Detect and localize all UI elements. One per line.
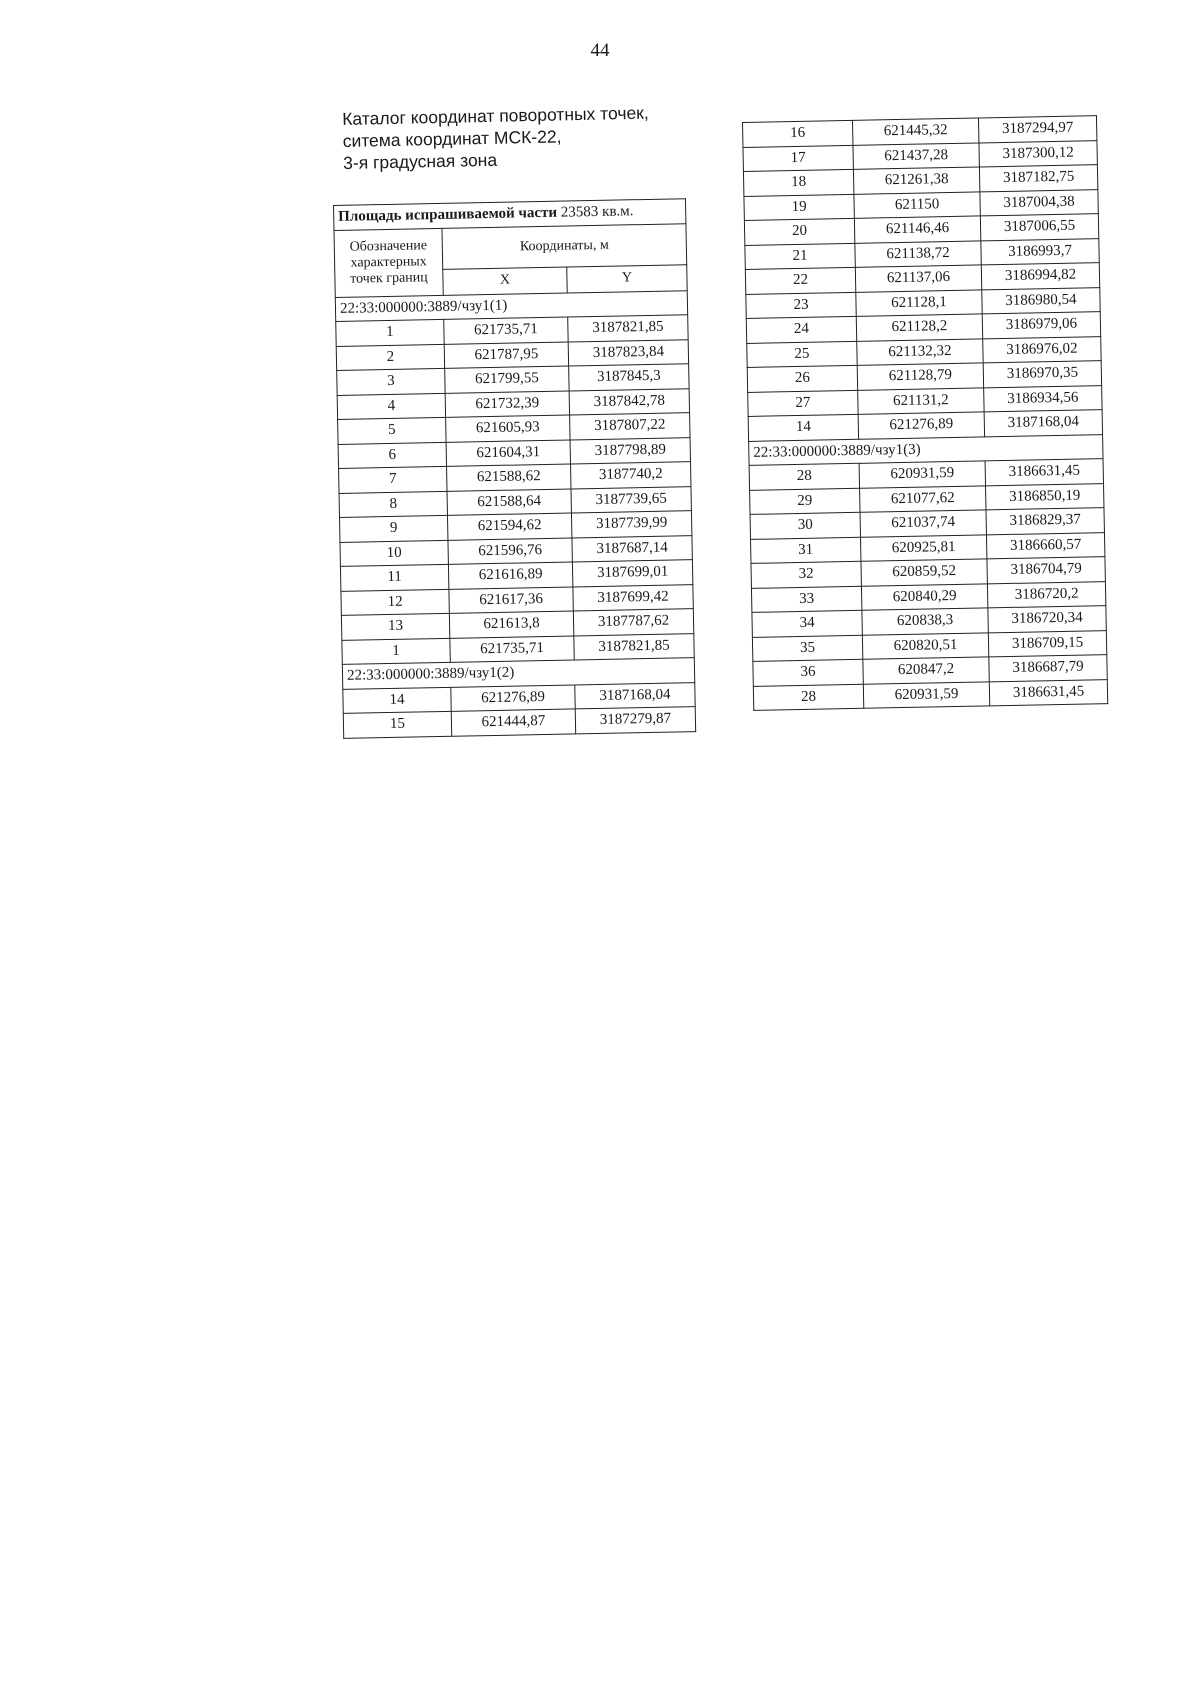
y-coordinate-cell: 3187845,3 xyxy=(569,364,689,391)
x-coordinate-cell: 621037,74 xyxy=(860,510,986,537)
y-coordinate-cell: 3187687,14 xyxy=(572,535,692,562)
x-coordinate-cell: 621596,76 xyxy=(448,537,572,564)
x-coordinate-cell: 621437,28 xyxy=(853,142,979,169)
y-coordinate-cell: 3186850,19 xyxy=(986,483,1104,510)
y-coordinate-cell: 3187168,04 xyxy=(575,682,695,709)
point-number-cell: 6 xyxy=(338,442,446,469)
point-number-cell: 22 xyxy=(745,267,855,294)
point-number-cell: 4 xyxy=(337,393,445,420)
y-coordinate-cell: 3187699,42 xyxy=(573,584,693,611)
x-coordinate-cell: 621132,32 xyxy=(857,338,983,365)
point-number-cell: 27 xyxy=(748,390,858,417)
x-coordinate-cell: 621594,62 xyxy=(447,513,571,540)
y-coordinate-cell: 3187294,97 xyxy=(978,116,1096,143)
header-row xyxy=(334,223,687,272)
y-coordinate-cell: 3187168,04 xyxy=(984,410,1102,437)
group-label: 22:33:000000:3889/чзу1(1) xyxy=(335,290,687,321)
y-coordinate-cell: 3186979,06 xyxy=(982,312,1100,339)
point-number-cell: 18 xyxy=(743,169,853,196)
x-coordinate-cell: 621131,2 xyxy=(858,387,984,414)
x-coordinate-cell: 621617,36 xyxy=(449,586,573,613)
point-number-cell: 9 xyxy=(339,515,447,542)
x-coordinate-cell: 620840,29 xyxy=(861,583,987,610)
point-number-cell: 21 xyxy=(745,243,855,270)
point-number-cell: 12 xyxy=(341,589,449,616)
x-coordinate-cell: 621128,2 xyxy=(856,314,982,341)
header-designation: Обозначение характерных точек границ xyxy=(334,228,443,297)
x-coordinate-cell: 620931,59 xyxy=(863,681,989,708)
y-coordinate-cell: 3186970,35 xyxy=(983,361,1101,388)
x-coordinate-cell: 621613,8 xyxy=(449,611,573,638)
y-coordinate-cell: 3186631,45 xyxy=(985,459,1103,486)
heading-line-1: Каталог координат поворотных точек, xyxy=(342,102,649,129)
y-coordinate-cell: 3186687,79 xyxy=(989,655,1107,682)
x-coordinate-cell: 621588,64 xyxy=(447,488,571,515)
y-coordinate-cell: 3187182,75 xyxy=(979,165,1097,192)
coordinates-table-right-body xyxy=(743,116,1108,711)
y-coordinate-cell: 3186976,02 xyxy=(983,336,1101,363)
y-coordinate-cell: 3187842,78 xyxy=(569,388,689,415)
point-number-cell: 10 xyxy=(340,540,448,567)
header-coordinates: Координаты, м xyxy=(442,223,687,270)
y-coordinate-cell: 3186631,45 xyxy=(989,679,1107,706)
point-number-cell: 1 xyxy=(336,319,444,346)
group-label: 22:33:000000:3889/чзу1(2) xyxy=(342,658,694,689)
point-number-cell: 35 xyxy=(752,635,862,662)
point-number-cell: 26 xyxy=(747,365,857,392)
point-number-cell: 11 xyxy=(340,564,448,591)
point-number-cell: 28 xyxy=(753,684,863,711)
y-coordinate-cell: 3186709,15 xyxy=(988,630,1106,657)
point-number-cell: 33 xyxy=(751,586,861,613)
y-coordinate-cell: 3187787,62 xyxy=(573,609,693,636)
point-number-cell: 34 xyxy=(752,610,862,637)
y-coordinate-cell: 3187823,84 xyxy=(568,339,688,366)
point-number-cell: 32 xyxy=(751,561,861,588)
y-coordinate-cell: 3187699,01 xyxy=(572,560,692,587)
point-number-cell: 23 xyxy=(746,292,856,319)
x-coordinate-cell: 621261,38 xyxy=(853,167,979,194)
x-coordinate-cell: 621616,89 xyxy=(448,562,572,589)
y-coordinate-cell: 3187821,85 xyxy=(574,633,694,660)
y-coordinate-cell: 3186934,56 xyxy=(984,385,1102,412)
x-coordinate-cell: 620859,52 xyxy=(861,559,987,586)
x-coordinate-cell: 621276,89 xyxy=(858,412,984,439)
point-number-cell: 19 xyxy=(744,194,854,221)
area-value: 23583 кв.м. xyxy=(556,203,634,221)
point-number-cell: 24 xyxy=(746,316,856,343)
x-coordinate-cell: 621128,79 xyxy=(857,363,983,390)
y-coordinate-cell: 3186704,79 xyxy=(987,557,1105,584)
y-coordinate-cell: 3186994,82 xyxy=(981,263,1099,290)
x-coordinate-cell: 621799,55 xyxy=(445,366,569,393)
x-coordinate-cell: 621604,31 xyxy=(446,439,570,466)
point-number-cell: 13 xyxy=(341,613,449,640)
x-coordinate-cell: 620847,2 xyxy=(863,657,989,684)
point-number-cell: 25 xyxy=(747,341,857,368)
x-coordinate-cell: 621445,32 xyxy=(852,118,978,145)
x-coordinate-cell: 620820,51 xyxy=(862,632,988,659)
y-coordinate-cell: 3187739,65 xyxy=(571,486,691,513)
point-number-cell: 5 xyxy=(338,417,446,444)
x-coordinate-cell: 621137,06 xyxy=(855,265,981,292)
area-label: Площадь испрашиваемой части xyxy=(338,204,558,226)
x-coordinate-cell: 621128,1 xyxy=(856,289,982,316)
x-coordinate-cell: 621138,72 xyxy=(855,240,981,267)
x-coordinate-cell: 621276,89 xyxy=(451,684,575,711)
catalog-heading xyxy=(342,100,703,174)
point-number-cell: 2 xyxy=(336,344,444,371)
y-coordinate-cell: 3187739,99 xyxy=(571,511,691,538)
point-number-cell: 20 xyxy=(744,218,854,245)
y-coordinate-cell: 3187006,55 xyxy=(980,214,1098,241)
point-number-cell: 14 xyxy=(343,687,451,714)
point-number-cell: 16 xyxy=(743,120,853,147)
page-number: 44 xyxy=(590,40,610,61)
y-coordinate-cell: 3187807,22 xyxy=(570,413,690,440)
y-coordinate-cell: 3186993,7 xyxy=(981,238,1099,265)
x-coordinate-cell: 621605,93 xyxy=(446,415,570,442)
x-coordinate-cell: 620925,81 xyxy=(860,534,986,561)
y-coordinate-cell: 3187740,2 xyxy=(571,462,691,489)
point-number-cell: 30 xyxy=(750,512,860,539)
y-coordinate-cell: 3186980,54 xyxy=(982,287,1100,314)
header-y: Y xyxy=(567,265,687,292)
x-coordinate-cell: 620838,3 xyxy=(862,608,988,635)
point-number-cell: 29 xyxy=(750,488,860,515)
y-coordinate-cell: 3186660,57 xyxy=(986,532,1104,559)
point-number-cell: 15 xyxy=(343,711,451,738)
x-coordinate-cell: 621732,39 xyxy=(445,391,569,418)
coordinates-table-right xyxy=(742,115,1108,711)
point-number-cell: 14 xyxy=(748,414,858,441)
x-coordinate-cell: 621444,87 xyxy=(451,709,575,736)
x-coordinate-cell: 621588,62 xyxy=(447,464,571,491)
heading-line-2: ситема координат МСК-22, xyxy=(342,126,562,151)
y-coordinate-cell: 3187004,38 xyxy=(980,189,1098,216)
x-coordinate-cell: 621146,46 xyxy=(854,216,980,243)
coordinates-table-left xyxy=(333,198,696,738)
header-x: X xyxy=(443,267,567,294)
x-coordinate-cell: 621150 xyxy=(854,191,980,218)
coordinates-table-left-body xyxy=(334,199,696,738)
x-coordinate-cell: 621735,71 xyxy=(450,635,574,662)
x-coordinate-cell: 621787,95 xyxy=(444,342,568,369)
point-number-cell: 3 xyxy=(337,368,445,395)
point-number-cell: 28 xyxy=(749,463,859,490)
x-coordinate-cell: 621735,71 xyxy=(444,317,568,344)
y-coordinate-cell: 3187300,12 xyxy=(979,140,1097,167)
point-number-cell: 31 xyxy=(751,537,861,564)
x-coordinate-cell: 621077,62 xyxy=(860,485,986,512)
x-coordinate-cell: 620931,59 xyxy=(859,461,985,488)
y-coordinate-cell: 3187798,89 xyxy=(570,437,690,464)
point-number-cell: 36 xyxy=(753,659,863,686)
y-coordinate-cell: 3187821,85 xyxy=(568,315,688,342)
point-number-cell: 7 xyxy=(339,466,447,493)
point-number-cell: 1 xyxy=(342,638,450,665)
y-coordinate-cell: 3186720,34 xyxy=(988,606,1106,633)
point-number-cell: 17 xyxy=(743,145,853,172)
y-coordinate-cell: 3186720,2 xyxy=(987,581,1105,608)
point-number-cell: 8 xyxy=(339,491,447,518)
group-label: 22:33:000000:3889/чзу1(3) xyxy=(749,434,1103,465)
y-coordinate-cell: 3187279,87 xyxy=(575,707,695,734)
y-coordinate-cell: 3186829,37 xyxy=(986,508,1104,535)
heading-line-3: 3-я градусная зона xyxy=(342,149,498,173)
